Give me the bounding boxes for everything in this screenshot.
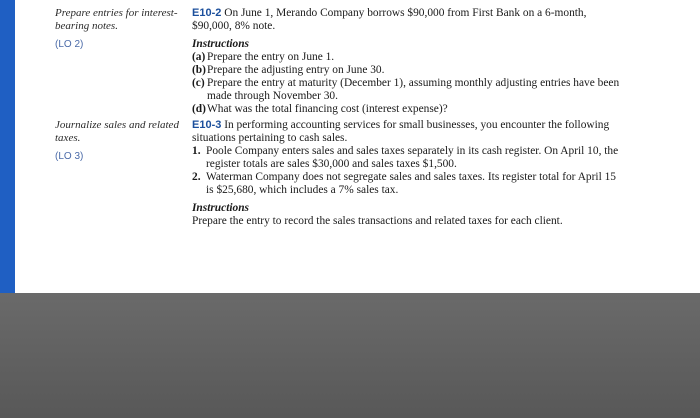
instruction-item <box>192 51 622 64</box>
viewer-background <box>0 293 700 418</box>
item-text: Prepare the entry at maturity (December 1), assuming monthly adjusting entries have been made through November 30. <box>207 77 620 102</box>
instruction-item <box>192 103 622 116</box>
item-label: (c) <box>192 77 205 89</box>
item-label: (b) <box>192 64 206 76</box>
item-text: What was the total financing cost (interest expense)? <box>207 103 448 115</box>
exercise-statement <box>192 119 622 145</box>
item-text: Poole Company enters sales and sales taxes separately in its cash register. On April 10, the register totals are sales $30,000 and sales taxes $1,500. <box>206 145 619 170</box>
page-edge-blue-bar <box>0 0 15 293</box>
item-label: 1. <box>192 145 201 157</box>
item-text: Prepare the entry on June 1. <box>207 51 335 63</box>
exercise-number: E10-2 <box>192 7 222 19</box>
exercise-e10-3 <box>192 119 622 228</box>
learning-objective: (LO 2) <box>55 39 84 50</box>
exercise-number: E10-3 <box>192 119 222 131</box>
item-label: (a) <box>192 51 206 63</box>
margin-note-e10-2 <box>55 7 180 51</box>
exercise-e10-2 <box>192 7 622 116</box>
situation-item <box>192 145 622 171</box>
item-label: 2. <box>192 171 201 183</box>
situation-item <box>192 171 622 197</box>
margin-note-text: Journalize sales and related taxes. <box>55 119 179 144</box>
item-text: Waterman Company does not segregate sales and sales taxes. Its register total for April 15 is $25,680, which includes a 7% sales tax. <box>206 171 616 196</box>
learning-objective: (LO 3) <box>55 151 84 162</box>
instruction-item <box>192 64 622 77</box>
instruction-item <box>192 77 622 103</box>
instructions-heading: Instructions <box>192 38 249 50</box>
exercise-statement <box>192 7 622 33</box>
exercise-body: On June 1, Merando Company borrows $90,000 from First Bank on a 6-month, $90,000, 8% note. <box>192 7 587 32</box>
margin-note-text: Prepare entries for interest-bearing notes. <box>55 7 178 32</box>
item-label: (d) <box>192 103 206 115</box>
instructions-heading: Instructions <box>192 202 249 214</box>
exercise-body: In performing accounting services for small businesses, you encounter the following situations pertaining to cash sales. <box>192 119 610 144</box>
instructions-text: Prepare the entry to record the sales transactions and related taxes for each client. <box>192 215 563 227</box>
margin-note-e10-3 <box>55 119 180 163</box>
item-text: Prepare the adjusting entry on June 30. <box>207 64 385 76</box>
